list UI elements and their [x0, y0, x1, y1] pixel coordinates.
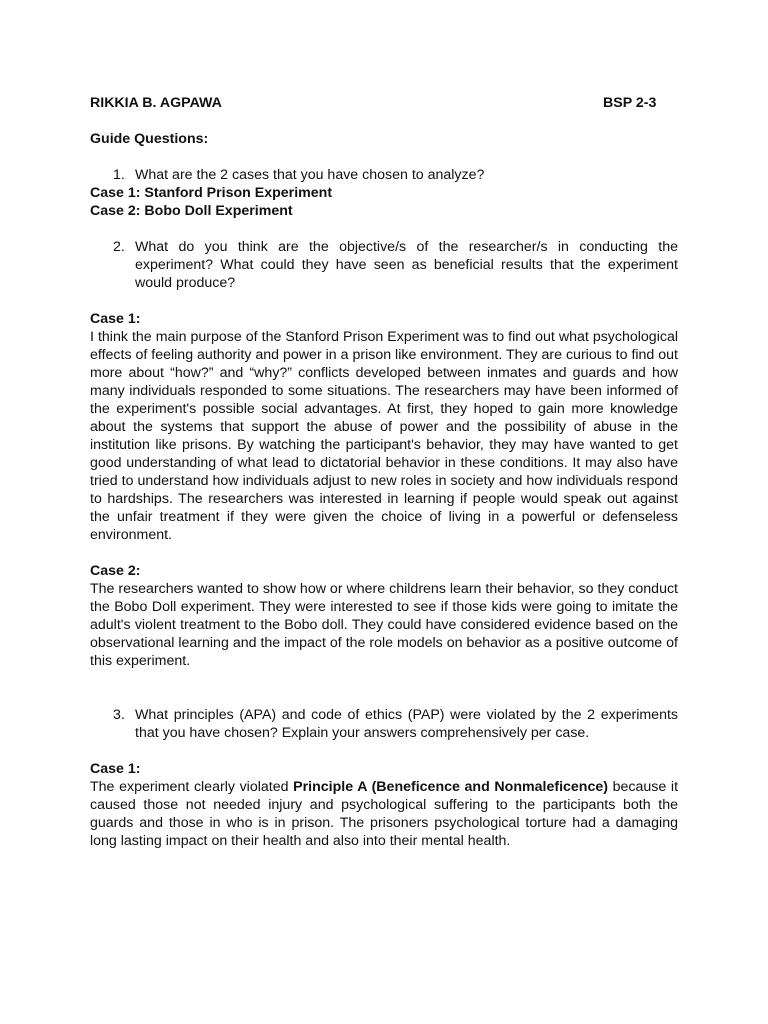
- q1-case-2: Case 2: Bobo Doll Experiment: [90, 203, 293, 219]
- question-3: [90, 706, 678, 742]
- q3-case-1-label: Case 1:: [90, 761, 141, 777]
- question-3-text: What principles (APA) and code of ethics (PAP) were violated by the 2 experiments that you have chosen? Explain your answers comprehensively per case.: [135, 707, 678, 741]
- q3-case-1-answer: [90, 778, 678, 850]
- question-3-number: 3.: [113, 707, 125, 723]
- q2-case-2-label: Case 2:: [90, 563, 141, 579]
- document-header: [90, 94, 678, 112]
- q2-case-2-answer: The researchers wanted to show how or where childrens learn their behavior, so they conduct the Bobo Doll experiment. They were interested to see if those kids were going to imitate the adult's violent treatment to the Bobo doll. They could have considered evidence based on the observational learning and the impact of the role models on behavior as a positive outcome of this experiment.: [90, 581, 678, 669]
- question-2: [90, 238, 678, 292]
- q3-case-1-rest: because it caused those not needed injury and psychological suffering to the participants both the guards and those in who is in prison. The prisoners psychological torture had a damaging long lasting impact on their health and also into their mental health.: [90, 779, 679, 849]
- guide-questions-title: Guide Questions:: [90, 131, 209, 147]
- question-2-text: What do you think are the objective/s of the researcher/s in conducting the experiment? What could they have seen as beneficial results that the experiment would produce?: [135, 239, 678, 291]
- q2-case-1-answer: I think the main purpose of the Stanford Prison Experiment was to find out what psychological effects of feeling authority and power in a prison like environment. They are curious to find out more about “how?” and “why?” conflicts developed between inmates and guards and how many individuals responded to some situations. The researchers may have been informed of the experiment's possible social advantages. At first, they hoped to gain more knowledge about the systems that support the abuse of power and the possibility of abuse in the institution like prisons. By watching the participant's behavior, they may have wanted to get good understanding of what lead to dictatorial behavior in these conditions. It may also have tried to understand how individuals adjust to new roles in society and how individuals respond to hardships. The researchers was interested in learning if people would speak out against the unfair treatment if they were given the choice of living in a powerful or defenseless environment.: [90, 329, 678, 543]
- question-1: [90, 166, 678, 184]
- student-name: RIKKIA B. AGPAWA: [90, 95, 222, 111]
- class-section: BSP 2-3: [603, 95, 657, 111]
- document-body: [90, 94, 678, 850]
- q2-case-1-label: Case 1:: [90, 311, 141, 327]
- principle-a-highlight: Principle A (Beneficence and Nonmaleficence): [293, 779, 608, 795]
- question-1-text: What are the 2 cases that you have chosen to analyze?: [135, 167, 485, 183]
- question-1-number: 1.: [113, 167, 125, 183]
- q3-case-1-intro: The experiment clearly violated: [90, 779, 294, 795]
- q1-case-1: Case 1: Stanford Prison Experiment: [90, 185, 333, 201]
- question-2-number: 2.: [113, 239, 125, 255]
